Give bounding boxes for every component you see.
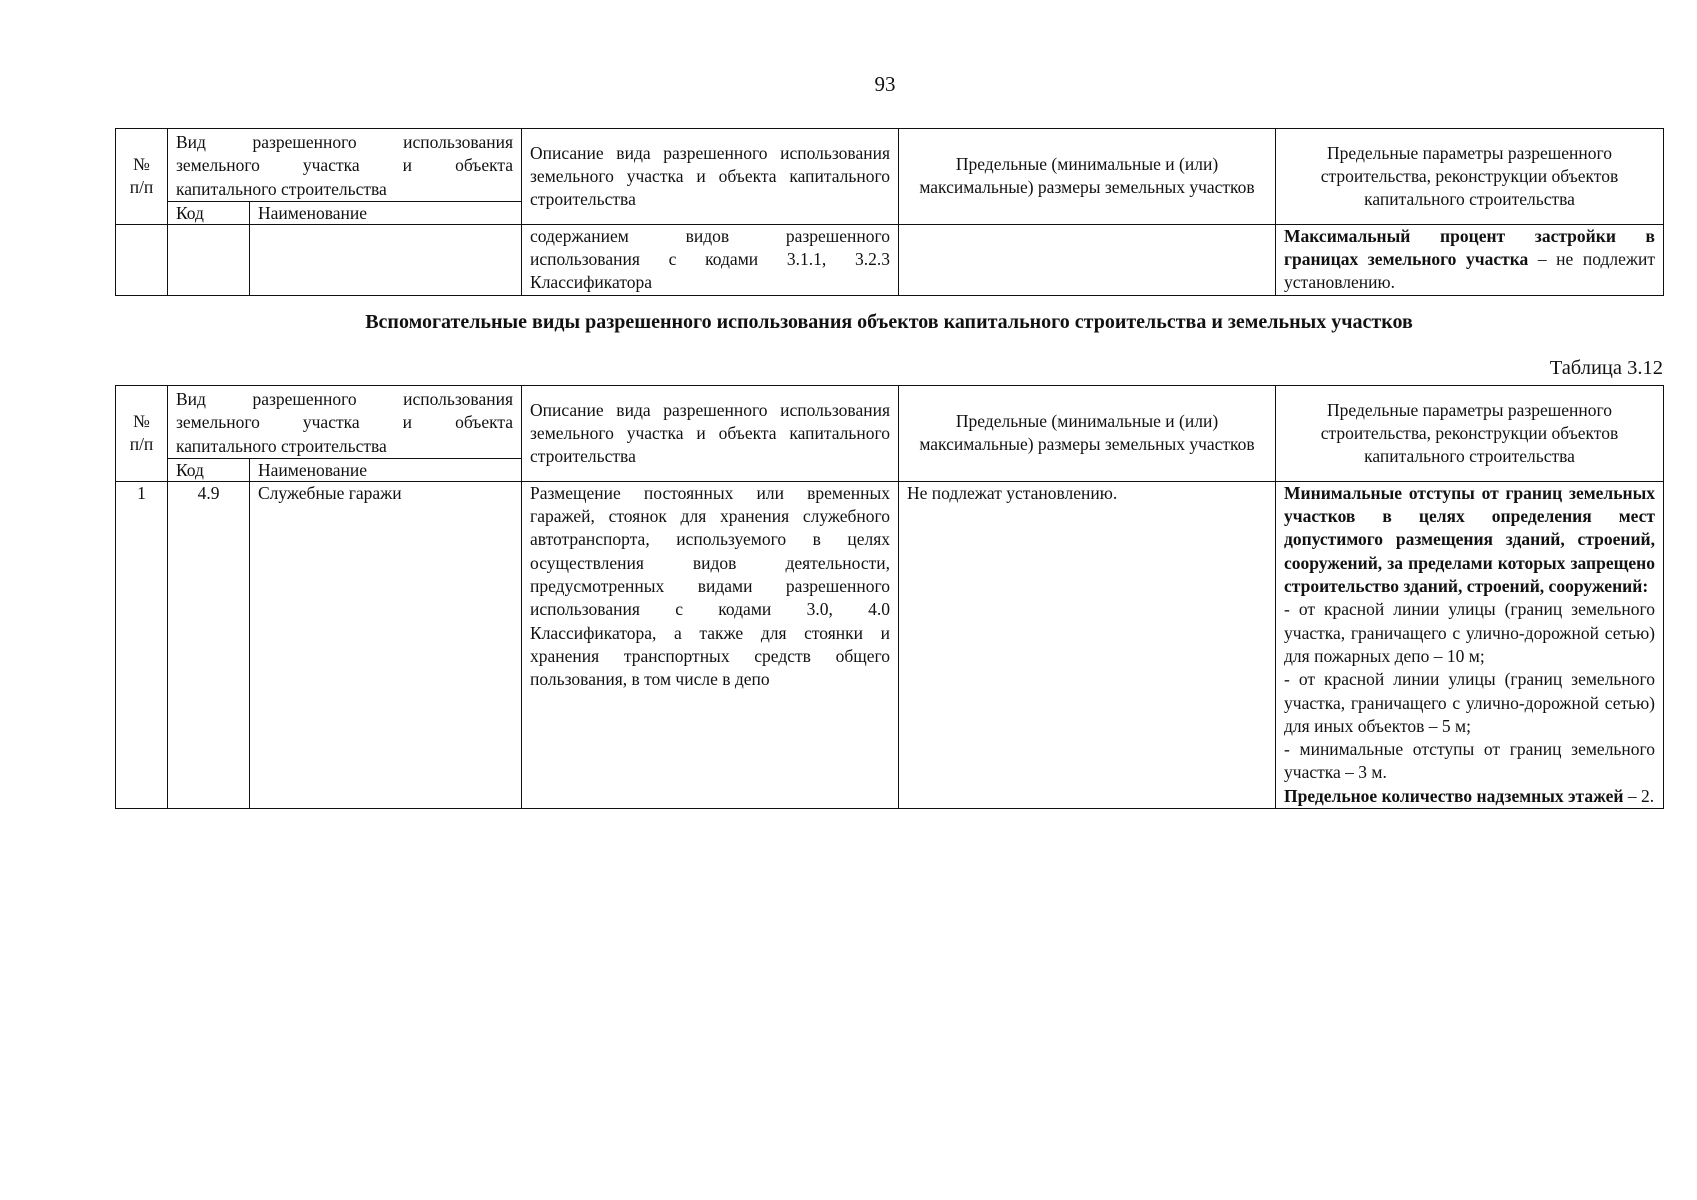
header-naimenovanie: Наименование	[250, 458, 522, 481]
setback-item: - минимальные отступы от границ земельного участка – 3 м.	[1284, 739, 1656, 783]
setback-item: - от красной линии улицы (границ земельного участка, граничащего с улично-дорожной сетью) для иных объектов – 5 м;	[1284, 669, 1656, 736]
setbacks-heading: Минимальные отступы от границ земельных участков в целях определения мест допустимого размещения зданий, строений, сооружений, за пределами которых запрещено строительство зданий, строений, сооружений:	[1284, 482, 1656, 597]
header-params: Предельные параметры разрешенного строительства, реконструкции объектов капитального строительства	[1276, 129, 1664, 225]
cell-num: 1	[116, 481, 168, 808]
table-row	[116, 224, 1664, 295]
table-label: Таблица 3.12	[1549, 357, 1663, 379]
cell-params	[1276, 224, 1664, 295]
header-sizes: Предельные (минимальные и (или) максимальные) размеры земельных участков	[899, 386, 1276, 482]
header-row	[116, 386, 1664, 459]
header-sizes: Предельные (минимальные и (или) максимальные) размеры земельных участков	[899, 129, 1276, 225]
params-rest: – не подлежит установлению.	[1284, 249, 1656, 293]
params-bold: Максимальный процент застройки в границах земельного участка	[1284, 225, 1656, 270]
header-vid: Вид разрешенного использования земельного участка и объекта капитального строительства	[168, 129, 522, 202]
floors-bold: Предельное количество надземных этажей	[1284, 785, 1624, 806]
header-kod: Код	[168, 201, 250, 224]
header-row	[116, 129, 1664, 202]
floors-rest: – 2.	[1623, 785, 1655, 806]
header-vid: Вид разрешенного использования земельного участка и объекта капитального строительства	[168, 386, 522, 459]
continuation-table	[115, 128, 1664, 296]
cell-description: Размещение постоянных или временных гаражей, стоянок для хранения служебного автотранспорта, используемого в целях осуществления видов деятельности, предусмотренных видами разрешенного использования с кодами 3.0, 4.0 Классификатора, а также для стоянки и хранения транспортных средств общего пользования, в том числе в депо	[522, 481, 899, 808]
cell-description: содержанием видов разрешенного использования с кодами 3.1.1, 3.2.3 Классификатора	[522, 224, 899, 295]
header-naimenovanie: Наименование	[250, 201, 522, 224]
header-num: № п/п	[116, 129, 168, 225]
floors-limit	[1284, 785, 1655, 808]
header-description: Описание вида разрешенного использования земельного участка и объекта капитального строительства	[522, 386, 899, 482]
cell-kod	[168, 224, 250, 295]
table-row	[116, 481, 1664, 808]
auxiliary-uses-table	[115, 385, 1664, 809]
cell-sizes	[899, 224, 1276, 295]
header-num: № п/п	[116, 386, 168, 482]
section-title: Вспомогательные виды разрешенного использования объектов капитального строительства и земельных участков	[365, 311, 1413, 333]
cell-name: Служебные гаражи	[250, 481, 522, 808]
setback-item: - от красной линии улицы (границ земельного участка, граничащего с улично-дорожной сетью) для пожарных депо – 10 м;	[1284, 599, 1656, 666]
header-description: Описание вида разрешенного использования земельного участка и объекта капитального строительства	[522, 129, 899, 225]
cell-params	[1276, 481, 1664, 808]
header-params: Предельные параметры разрешенного строительства, реконструкции объектов капитального строительства	[1276, 386, 1664, 482]
page-number: 93	[874, 72, 896, 96]
header-kod: Код	[168, 458, 250, 481]
cell-kod: 4.9	[168, 481, 250, 808]
cell-name	[250, 224, 522, 295]
cell-num	[116, 224, 168, 295]
cell-sizes: Не подлежат установлению.	[899, 481, 1276, 808]
